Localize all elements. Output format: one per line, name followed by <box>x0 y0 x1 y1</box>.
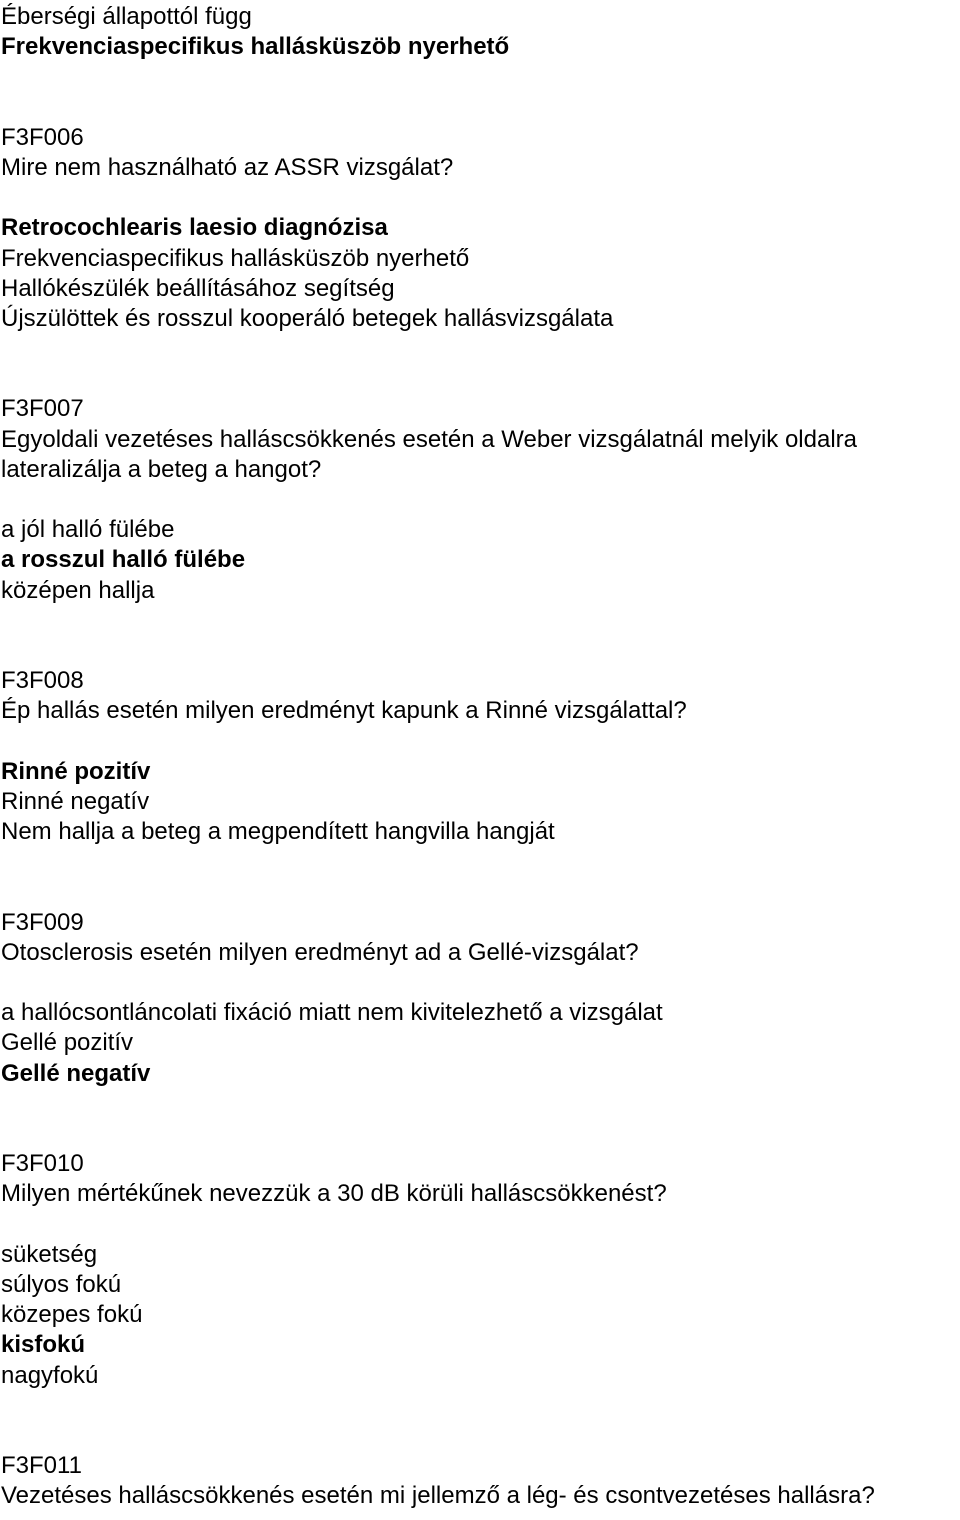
answer-option: a jól halló fülébe <box>1 516 175 544</box>
spacer <box>1 727 957 757</box>
answer-option-correct: Frekvenciaspecifikus hallásküszöb nyerhető <box>1 33 510 61</box>
answer-option: Újszülöttek és rosszul kooperáló betegek hallásvizsgálata <box>1 304 614 332</box>
question-code: F3F007 <box>1 395 84 423</box>
answer-option-correct: Rinné pozitív <box>1 757 151 785</box>
question-code: F3F009 <box>1 908 84 936</box>
question-block-f3f010 <box>1 1149 957 1391</box>
question-code: F3F010 <box>1 1150 84 1178</box>
answer-option-correct: Gellé negatív <box>1 1059 151 1087</box>
question-text: Ép hallás esetén milyen eredményt kapunk a Rinné vizsgálattal? <box>1 697 687 725</box>
answer-option: Frekvenciaspecifikus hallásküszöb nyerhető <box>1 244 470 272</box>
spacer <box>1 1210 957 1240</box>
answer-option-correct: Retrocochlearis laesio diagnózisa <box>1 214 388 242</box>
question-code: F3F006 <box>1 123 84 151</box>
question-code: F3F008 <box>1 667 84 695</box>
spacer <box>1 334 957 394</box>
answer-option-correct: a rosszul halló fülébe <box>1 546 246 574</box>
spacer <box>1 485 957 515</box>
question-text: Egyoldali vezetéses halláscsökkenés esetén a Weber vizsgálatnál melyik oldalra lateralizálja a beteg a hangot? <box>1 425 858 483</box>
answer-option: Nem hallja a beteg a megpendített hangvilla hangját <box>1 818 555 846</box>
spacer <box>1 1089 957 1149</box>
answer-option: súlyos fokú <box>1 1270 122 1298</box>
question-text: Milyen mértékűnek nevezzük a 30 dB körüli halláscsökkenést? <box>1 1180 667 1208</box>
question-block-f3f008 <box>1 666 957 847</box>
answer-option: közepes fokú <box>1 1301 143 1329</box>
spacer <box>1 847 957 907</box>
spacer <box>1 606 957 666</box>
answer-option: Rinné negatív <box>1 787 150 815</box>
answer-option: középen hallja <box>1 576 155 604</box>
question-code: F3F011 <box>1 1452 82 1480</box>
question-block-f3f007 <box>1 394 957 605</box>
answer-option: Gellé pozitív <box>1 1029 134 1057</box>
spacer <box>1 1391 957 1451</box>
answer-option: nagyfokú <box>1 1361 99 1389</box>
answer-option: süketség <box>1 1240 98 1268</box>
question-text: Mire nem használható az ASSR vizsgálat? <box>1 153 454 181</box>
question-text: Otosclerosis esetén milyen eredményt ad a Gellé-vizsgálat? <box>1 938 639 966</box>
answer-option: a hallócsontláncolati fixáció miatt nem kivitelezhető a vizsgálat <box>1 999 663 1027</box>
spacer <box>1 968 957 998</box>
spacer <box>1 62 957 122</box>
answer-option: Hallókészülék beállításához segítség <box>1 274 395 302</box>
spacer <box>1 183 957 213</box>
answer-option-correct: kisfokú <box>1 1331 86 1359</box>
question-block-f3f006 <box>1 123 957 334</box>
question-text: Vezetéses halláscsökkenés esetén mi jellemző a lég- és csontvezetéses hallásra? <box>1 1482 875 1510</box>
answer-option: Éberségi állapottól függ <box>1 3 252 30</box>
document-page <box>1 2 957 1512</box>
question-block-f3f011 <box>1 1451 957 1511</box>
question-block-f3f009 <box>1 908 957 1089</box>
